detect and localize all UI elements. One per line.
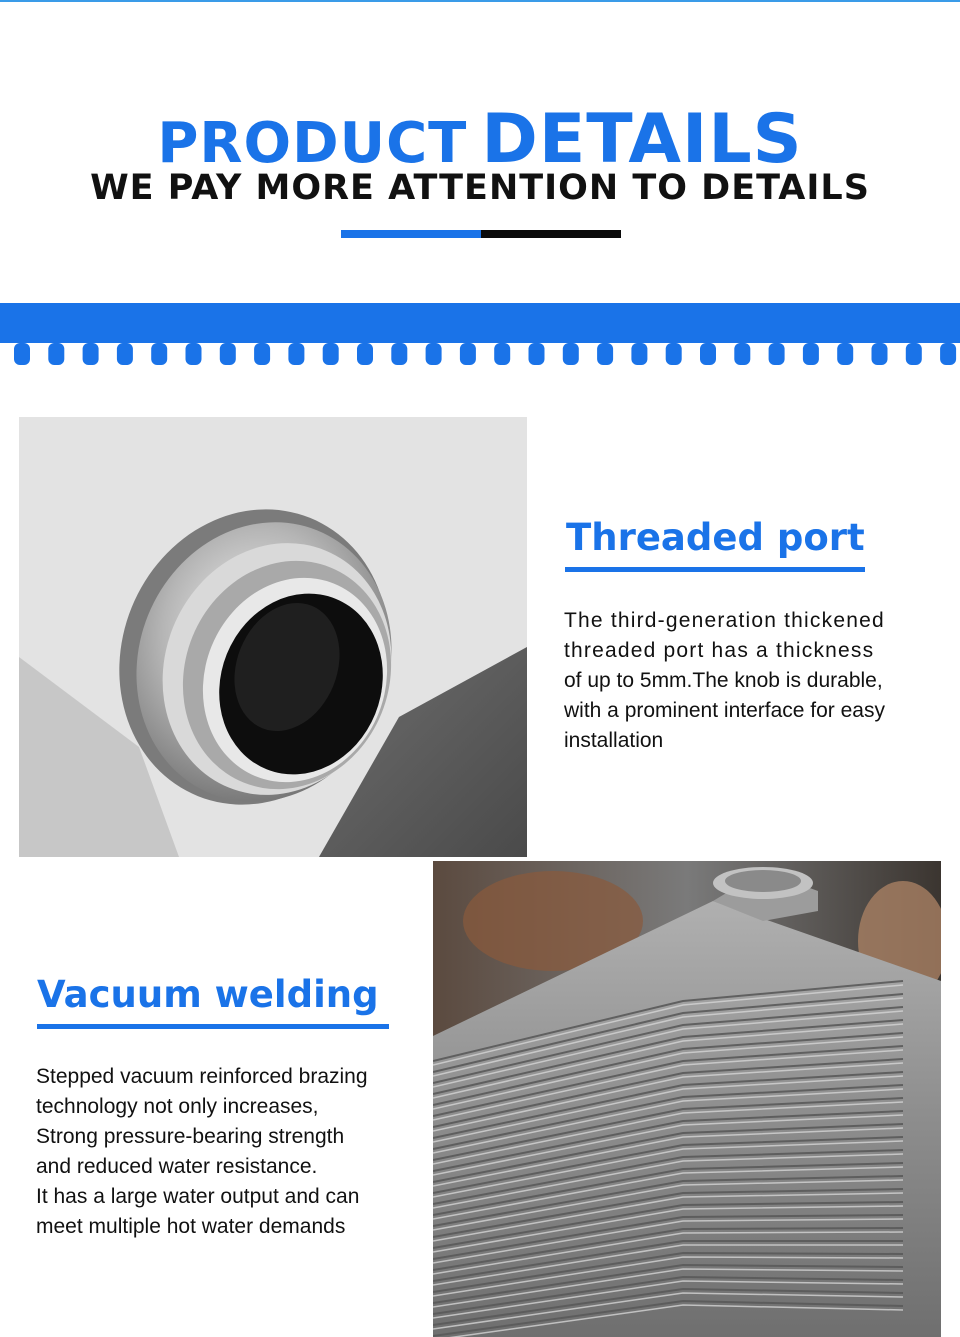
body-line: The third-generation thickened xyxy=(564,609,885,632)
band-tooth xyxy=(254,343,270,365)
band-tooth xyxy=(837,343,853,365)
band-tooth xyxy=(940,343,956,365)
section-body-threaded-port xyxy=(564,606,924,756)
decorative-blue-band xyxy=(0,303,960,343)
body-line: It has a large water output and can xyxy=(36,1185,360,1208)
body-line: Strong pressure-bearing strength xyxy=(36,1125,345,1148)
band-tooth xyxy=(357,343,373,365)
title-word-details: DETAILS xyxy=(481,100,803,179)
section-underline xyxy=(37,1024,389,1029)
body-line: Stepped vacuum reinforced brazing xyxy=(36,1065,368,1088)
body-line: of up to 5mm.The knob is durable, xyxy=(564,669,883,692)
band-tooth xyxy=(666,343,682,365)
decorative-band-teeth xyxy=(0,343,960,367)
section-title-threaded-port: Threaded port xyxy=(566,516,865,559)
band-tooth xyxy=(494,343,510,365)
top-divider-line xyxy=(0,0,960,2)
title-underline-bar xyxy=(341,230,621,238)
band-tooth xyxy=(220,343,236,365)
body-line: installation xyxy=(564,729,664,752)
body-line: technology not only increases, xyxy=(36,1095,319,1118)
band-tooth xyxy=(563,343,579,365)
band-tooth xyxy=(117,343,133,365)
band-tooth xyxy=(460,343,476,365)
band-tooth xyxy=(631,343,647,365)
underline-blue-segment xyxy=(341,230,481,238)
title-word-product: PRODUCT xyxy=(157,111,468,176)
band-tooth xyxy=(906,343,922,365)
band-tooth xyxy=(186,343,202,365)
section-underline xyxy=(565,567,865,572)
threaded-port-photo xyxy=(19,417,527,857)
body-line: and reduced water resistance. xyxy=(36,1155,318,1178)
body-line: threaded port has a thickness xyxy=(564,639,875,662)
body-line: with a prominent interface for easy xyxy=(564,699,885,722)
band-tooth xyxy=(323,343,339,365)
band-tooth xyxy=(151,343,167,365)
band-tooth xyxy=(83,343,99,365)
band-tooth xyxy=(391,343,407,365)
band-tooth xyxy=(700,343,716,365)
section-title-vacuum-welding: Vacuum welding xyxy=(37,973,379,1016)
band-tooth xyxy=(288,343,304,365)
band-tooth xyxy=(803,343,819,365)
band-tooth xyxy=(529,343,545,365)
vacuum-welding-photo xyxy=(433,861,941,1337)
body-line: meet multiple hot water demands xyxy=(36,1215,346,1238)
band-tooth xyxy=(14,343,30,365)
underline-black-segment xyxy=(481,230,621,238)
section-body-vacuum-welding xyxy=(36,1062,416,1242)
band-tooth xyxy=(872,343,888,365)
band-tooth xyxy=(769,343,785,365)
band-tooth xyxy=(597,343,613,365)
page-subtitle: WE PAY MORE ATTENTION TO DETAILS xyxy=(90,168,870,208)
band-tooth xyxy=(426,343,442,365)
band-tooth xyxy=(734,343,750,365)
band-tooth xyxy=(48,343,64,365)
